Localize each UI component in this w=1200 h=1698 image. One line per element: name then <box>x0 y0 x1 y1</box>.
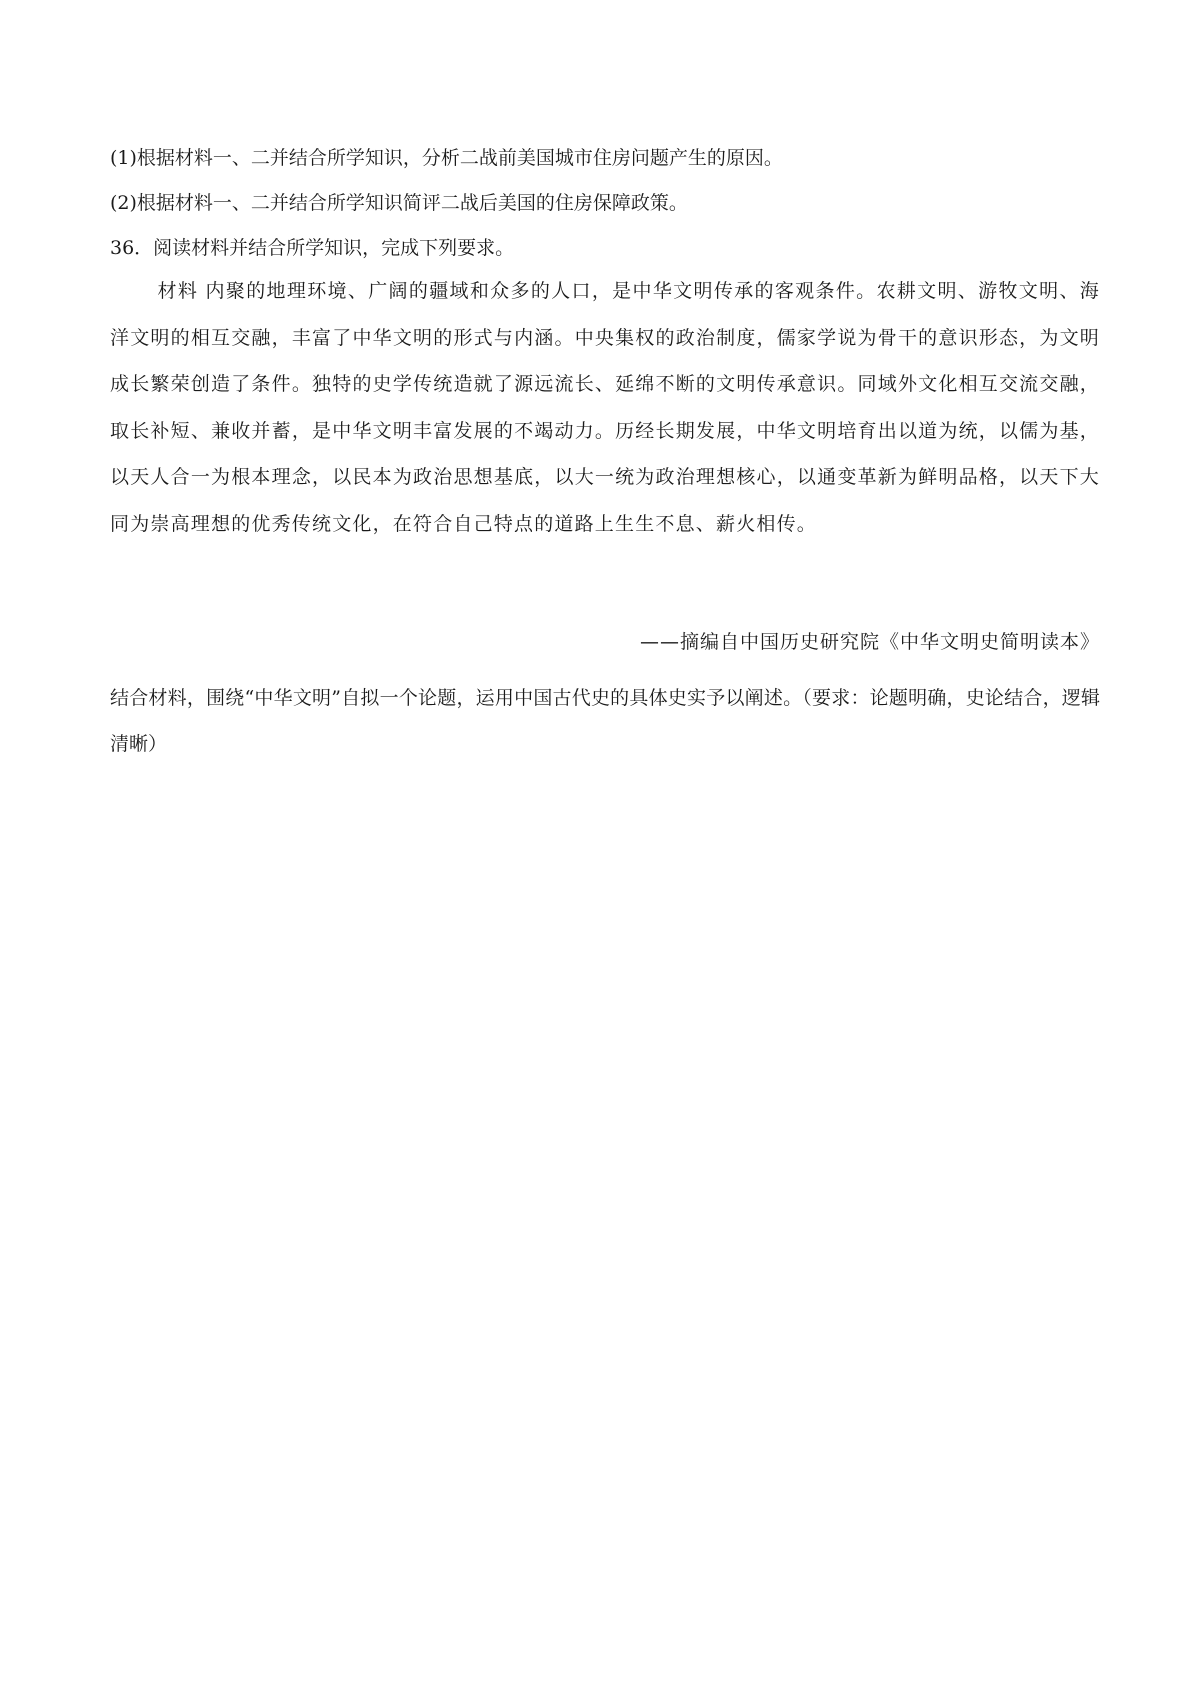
question-1: (1)根据材料一、二并结合所学知识，分析二战前美国城市住房问题产生的原因。 <box>110 147 783 169</box>
material-text: 内聚的地理环境、广阔的疆域和众多的人口，是中华文明传承的客观条件。农耕文明、游牧文明、海洋文明的相互交融，丰富了中华文明的形式与内涵。中央集权的政治制度，儒家学说为骨干的意识形态，为文明成长繁荣创造了条件。独特的史学传统造就了源远流长、延绵不断的文明传承意识。同域外文化相互交流交融，取长补短、兼收并蓄，是中华文明丰富发展的不竭动力。历经长期发展，中华文明培育出以道为统，以儒为基，以天人合一为根本理念，以民本为政治思想基底，以大一统为政治理想核心，以通变革新为鲜明品格，以天下大同为崇高理想的优秀传统文化，在符合自己特点的道路上生生不息、薪火相传。 <box>110 280 1100 535</box>
question-2: (2)根据材料一、二并结合所学知识简评二战后美国的住房保障政策。 <box>110 192 688 214</box>
material-label: 材料 <box>157 280 199 302</box>
task-instruction: 结合材料，围绕“中华文明”自拟一个论题，运用中国古代史的具体史实予以阐述。（要求：论题明确，史论结合，逻辑清晰） <box>110 687 1100 755</box>
question-36-title: 36．阅读材料并结合所学知识，完成下列要求。 <box>110 237 515 259</box>
material-paragraph <box>110 268 1100 547</box>
material-source: ——摘编自中国历史研究院《中华文明史简明读本》 <box>639 631 1100 653</box>
